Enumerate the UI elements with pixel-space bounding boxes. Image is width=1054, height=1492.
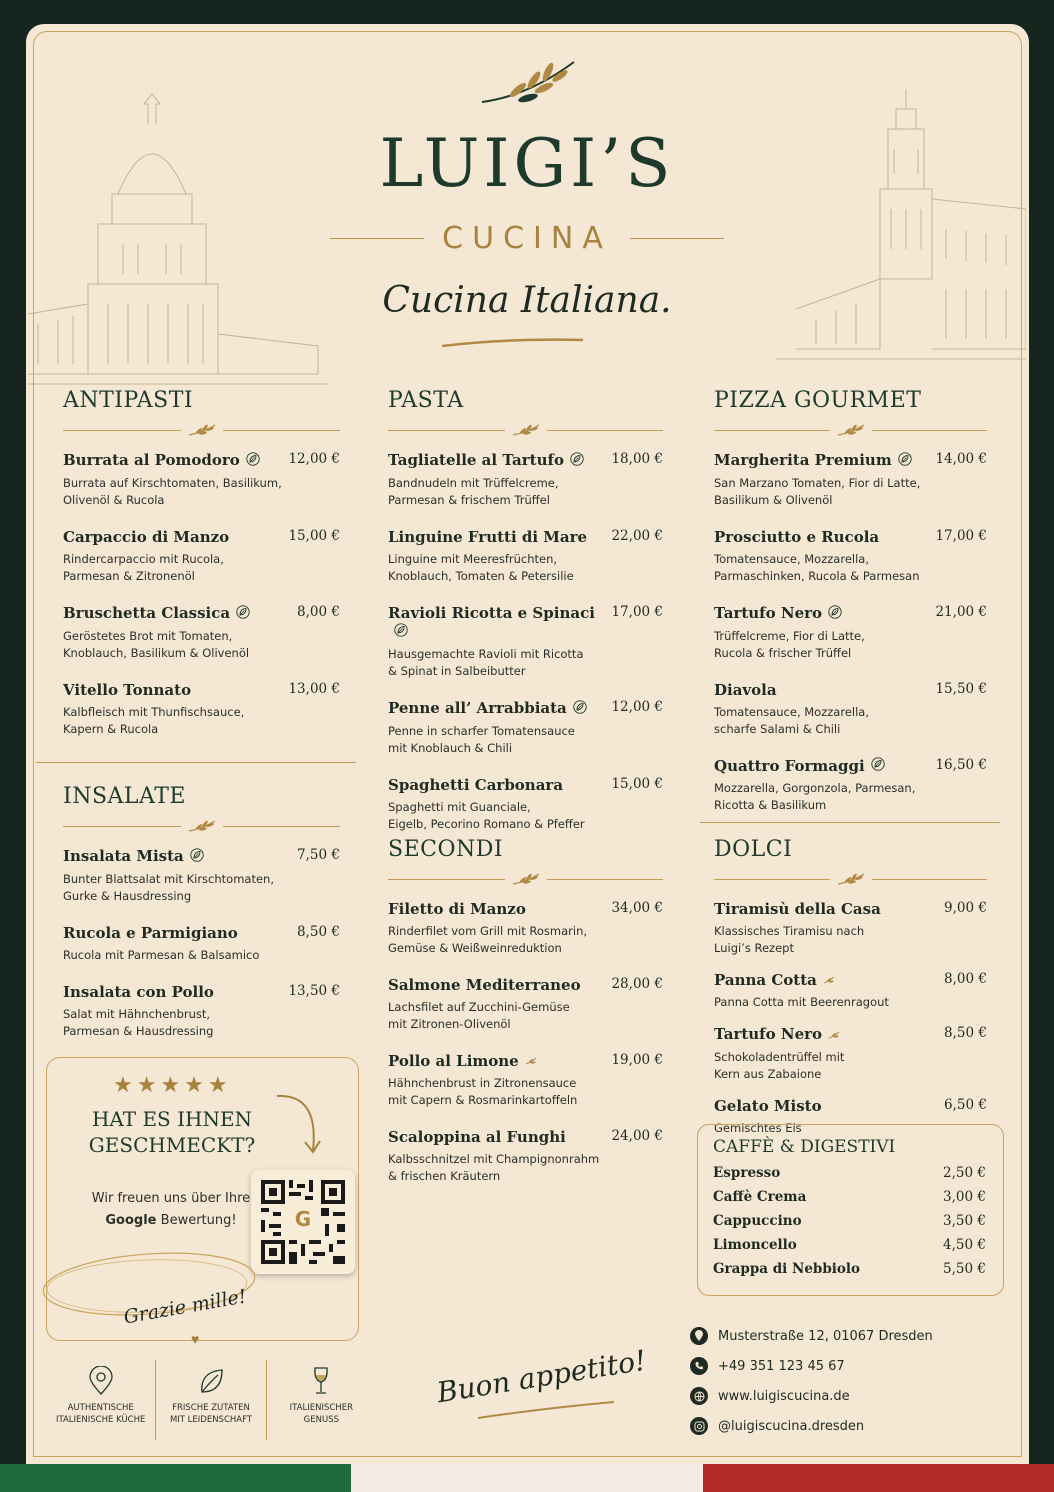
menu-item-name: Scaloppina al Funghi — [388, 1128, 566, 1147]
wheat-icon — [836, 872, 866, 886]
menu-item — [714, 971, 987, 1011]
menu-item-name: Pollo al Limone — [388, 1052, 519, 1070]
menu-item — [388, 699, 663, 757]
menu-item-name: Tiramisù della Casa — [714, 900, 881, 918]
menu-item — [714, 900, 987, 957]
contact-website[interactable]: www.luigiscucina.de — [690, 1387, 850, 1405]
phone-icon — [690, 1357, 708, 1375]
leaf-icon — [871, 757, 885, 776]
features-row — [46, 1360, 376, 1440]
menu-item-description: Tomatensauce, Mozzarella, scharfe Salami & Chili — [714, 704, 869, 736]
brand-name: LUIGI’S — [379, 125, 675, 202]
menu-item-price: 15,00 € — [611, 775, 663, 792]
curved-arrow-icon — [275, 1090, 325, 1160]
rating-stars: ★★★★★ — [113, 1072, 232, 1097]
menu-item-name: Panna Cotta — [714, 971, 817, 989]
menu-item-description: Rucola mit Parmesan & Balsamico — [63, 947, 260, 962]
menu-item-price: 34,00 € — [611, 900, 663, 916]
buon-underline — [476, 1400, 616, 1420]
menu-item-description: Burrata auf Kirschtomaten, Basilikum, Olivenöl & Rucola — [63, 475, 282, 507]
menu-item-name: Diavola — [714, 680, 777, 699]
brand-sub-row — [330, 220, 724, 256]
feature-authentic: AUTHENTISCHE ITALIENISCHE KÜCHE — [46, 1360, 155, 1440]
menu-item-description: Spaghetti mit Guanciale, Eigelb, Pecorino Romano & Pfeffer — [388, 799, 585, 831]
menu-item-name: Vitello Tonnato — [63, 680, 192, 699]
menu-item-price: 13,50 € — [288, 982, 340, 999]
menu-item-price: 8,50 € — [944, 1025, 987, 1042]
menu-item — [388, 776, 663, 833]
caffe-row: Grappa di Nebbiolo 5,50 € — [713, 1261, 986, 1277]
heart-icon: ♥ — [191, 1333, 200, 1348]
section-title: PASTA — [388, 388, 464, 413]
section-title: DOLCI — [714, 837, 793, 862]
tower-sketch-illustration — [776, 79, 1026, 379]
leaf-icon — [570, 452, 584, 471]
menu-item-price: 22,00 € — [611, 527, 663, 544]
menu-item-price: 7,50 € — [297, 847, 340, 863]
menu-item — [388, 604, 663, 680]
section-pizza — [714, 388, 987, 814]
menu-item-name: Insalata Mista — [63, 847, 184, 865]
caffe-title: CAFFÈ & DIGESTIVI — [713, 1137, 896, 1157]
menu-item — [714, 604, 987, 662]
menu-item — [714, 451, 987, 509]
leaf-icon — [198, 1366, 224, 1396]
wheat-icon — [511, 423, 541, 437]
section-rule — [388, 421, 663, 439]
menu-item-name: Filetto di Manzo — [388, 900, 526, 918]
contact-address: Musterstraße 12, 01067 Dresden — [690, 1327, 933, 1345]
section-rule — [63, 817, 340, 835]
flag-green — [0, 1464, 351, 1492]
caffe-row: Cappuccino 3,50 € — [713, 1213, 986, 1229]
section-title: SECONDI — [388, 837, 504, 862]
location-pin-icon — [88, 1366, 114, 1396]
menu-item-price: 19,00 € — [611, 1052, 663, 1068]
flag-red — [703, 1464, 1054, 1492]
section-rule — [63, 421, 340, 439]
menu-item — [714, 681, 987, 738]
menu-item — [63, 604, 340, 662]
column-divider — [700, 822, 1000, 823]
menu-item-price: 9,00 € — [944, 900, 987, 916]
menu-item-description: Bandnudeln mit Trüffelcreme, Parmesan & frischem Trüffel — [388, 475, 559, 507]
menu-item-description: Penne in scharfer Tomatensauce mit Knoblauch & Chili — [388, 723, 575, 755]
leaf-icon — [246, 452, 260, 471]
menu-item — [63, 528, 340, 585]
review-title: HAT ES IHNEN GESCHMECKT? — [88, 1107, 256, 1157]
menu-item-description: Hähnchenbrust in Zitronensauce mit Capern & Rosmarinkartoffeln — [388, 1076, 578, 1108]
caffe-row: Caffè Crema 3,00 € — [713, 1189, 986, 1205]
menu-item-name: Tartufo Nero — [714, 1025, 823, 1044]
menu-item — [63, 983, 340, 1040]
flag-white — [351, 1464, 702, 1492]
menu-item-name: Rucola e Parmigiano — [63, 923, 238, 942]
menu-item — [388, 900, 663, 957]
qr-google-letter: G — [294, 1207, 312, 1231]
globe-icon — [690, 1387, 708, 1405]
leaf-icon — [828, 605, 842, 624]
menu-item-price: 6,50 € — [944, 1096, 987, 1113]
menu-item — [63, 924, 340, 964]
location-pin-icon — [690, 1327, 708, 1345]
menu-item-description: Geröstetes Brot mit Tomaten, Knoblauch, Basilikum & Olivenöl — [63, 628, 250, 660]
section-rule — [714, 421, 987, 439]
section-insalate — [63, 784, 340, 1040]
olive-branch-logo — [478, 56, 578, 112]
leaf-icon — [573, 700, 587, 719]
menu-item-description: Gemischtes Eis — [714, 1120, 802, 1135]
tagline: Cucina Italiana. — [382, 280, 672, 321]
caffe-box — [697, 1124, 1004, 1296]
menu-item-description: Lachsfilet auf Zucchini-Gemüse mit Zitronen-Olivenöl — [388, 1000, 570, 1031]
menu-item-price: 16,50 € — [935, 756, 987, 773]
column-divider — [36, 762, 356, 763]
menu-item-price: 8,00 € — [944, 971, 987, 987]
leaf-icon — [236, 605, 250, 624]
menu-item-description: Klassisches Tiramisu nach Luigi’s Rezept — [714, 924, 865, 955]
menu-item-name: Tartufo Nero — [714, 603, 823, 622]
menu-item-name: Margherita Premium — [714, 451, 892, 469]
menu-item-price: 18,00 € — [611, 451, 663, 467]
menu-item-price: 12,00 € — [611, 698, 663, 715]
menu-item-price: 8,00 € — [297, 603, 340, 620]
menu-item-description: Schokoladentrüffel mit Kern aus Zabaione — [714, 1049, 845, 1081]
tagline-underline — [440, 338, 585, 348]
caffe-row: Espresso 2,50 € — [713, 1165, 986, 1181]
sprig-icon — [828, 1027, 840, 1045]
wheat-icon — [511, 872, 541, 886]
menu-item-name: Insalata con Pollo — [63, 982, 214, 1001]
wheat-icon — [187, 819, 217, 833]
menu-item-description: Kalbfleisch mit Thunfischsauce, Kapern & Rucola — [63, 704, 245, 736]
menu-item-name: Linguine Frutti di Mare — [388, 527, 588, 546]
sprig-icon — [525, 1053, 537, 1071]
italian-flag-strip — [0, 1464, 1054, 1492]
review-text: Wir freuen uns über Ihre Google Bewertung! — [91, 1191, 251, 1228]
menu-item — [714, 1025, 987, 1082]
menu-item-name: Prosciutto e Rucola — [714, 527, 880, 546]
menu-item — [714, 528, 987, 585]
menu-item-price: 17,00 € — [935, 527, 987, 544]
menu-item-name: Burrata al Pomodoro — [63, 451, 240, 469]
menu-item — [388, 1052, 663, 1109]
review-card — [46, 1057, 359, 1348]
buon-appetito-text: Buon appetito! — [434, 1343, 649, 1410]
section-title: ANTIPASTI — [63, 388, 194, 413]
menu-item — [388, 1128, 663, 1185]
menu-item — [63, 847, 340, 905]
leaf-icon — [898, 452, 912, 471]
menu-item-description: Rinderfilet vom Grill mit Rosmarin, Gemüse & Weißweinreduktion — [388, 924, 588, 955]
section-secondi — [388, 837, 663, 1185]
menu-item-description: Tomatensauce, Mozzarella, Parmaschinken, Rucola & Parmesan — [714, 551, 920, 583]
menu-item-name: Carpaccio di Manzo — [63, 527, 230, 546]
caffe-row: Limoncello 4,50 € — [713, 1237, 986, 1253]
menu-item-description: Panna Cotta mit Beerenragout — [714, 995, 889, 1010]
contact-phone[interactable]: +49 351 123 45 67 — [690, 1357, 845, 1375]
menu-item-description: Salat mit Hähnchenbrust, Parmesan & Hausdressing — [63, 1006, 214, 1038]
wheat-icon — [836, 423, 866, 437]
menu-item-price: 8,50 € — [297, 923, 340, 940]
menu-item — [63, 681, 340, 738]
menu-item-description: Rindercarpaccio mit Rucola, Parmesan & Zitronenöl — [63, 551, 224, 583]
wine-glass-icon — [308, 1366, 334, 1396]
menu-item-name: Penne all’ Arrabbiata — [388, 698, 567, 717]
menu-item — [714, 757, 987, 815]
menu-item-name: Quattro Formaggi — [714, 756, 865, 775]
section-title: PIZZA GOURMET — [714, 388, 922, 413]
menu-item-name: Salmone Mediterraneo — [388, 976, 581, 994]
menu-item-description: Mozzarella, Gorgonzola, Parmesan, Ricotta & Basilikum — [714, 781, 916, 813]
menu-item-price: 13,00 € — [288, 680, 340, 697]
menu-item-price: 24,00 € — [611, 1128, 663, 1145]
section-title: INSALATE — [63, 784, 186, 809]
menu-item-name: Bruschetta Classica — [63, 603, 231, 622]
feature-fresh: FRISCHE ZUTATEN MIT LEIDENSCHAFT — [155, 1360, 265, 1440]
menu-item-name: Spaghetti Carbonara — [388, 775, 564, 794]
wheat-icon — [187, 423, 217, 437]
section-pasta — [388, 388, 663, 833]
menu-item-name: Ravioli Ricotta e Spinaci — [388, 603, 595, 622]
menu-item — [388, 976, 663, 1033]
menu-item-description: Trüffelcreme, Fior di Latte, Rucola & frischer Trüffel — [714, 628, 865, 660]
menu-item-price: 17,00 € — [611, 603, 663, 620]
menu-item-description: Hausgemachte Ravioli mit Ricotta & Spinat in Salbeibutter — [388, 646, 584, 678]
menu-item-description: Kalbsschnitzel mit Champignonrahm & frischen Kräutern — [388, 1152, 600, 1184]
menu-item-description: Bunter Blattsalat mit Kirschtomaten, Gurke & Hausdressing — [63, 871, 274, 903]
menu-item-price: 15,00 € — [288, 527, 340, 544]
menu-item-description: San Marzano Tomaten, Fior di Latte, Basilikum & Olivenöl — [714, 475, 921, 507]
leaf-icon — [394, 623, 408, 642]
menu-item-price: 12,00 € — [288, 451, 340, 467]
sprig-icon — [823, 972, 835, 990]
menu-item-description: Linguine mit Meeresfrüchten, Knoblauch, Tomaten & Petersilie — [388, 551, 574, 583]
menu-item — [63, 451, 340, 509]
contact-instagram[interactable]: @luigiscucina.dresden — [690, 1417, 864, 1435]
menu-item-name: Gelato Misto — [714, 1096, 822, 1115]
menu-item — [388, 451, 663, 509]
leaf-icon — [190, 848, 204, 867]
feature-genuss: ITALIENISCHER GENUSS — [266, 1360, 376, 1440]
instagram-icon — [690, 1417, 708, 1435]
menu-item — [388, 528, 663, 585]
menu-item-price: 28,00 € — [611, 976, 663, 992]
section-dolci — [714, 837, 987, 1137]
section-rule — [714, 870, 987, 888]
grazie-text: Grazie mille! — [122, 1285, 249, 1329]
menu-item-price: 21,00 € — [935, 603, 987, 620]
menu-item-name: Tagliatelle al Tartufo — [388, 451, 564, 469]
menu-item-price: 15,50 € — [935, 680, 987, 697]
section-rule — [388, 870, 663, 888]
section-antipasti — [63, 388, 340, 738]
menu-item-price: 14,00 € — [935, 451, 987, 467]
brand-sub: CUCINA — [442, 220, 612, 256]
